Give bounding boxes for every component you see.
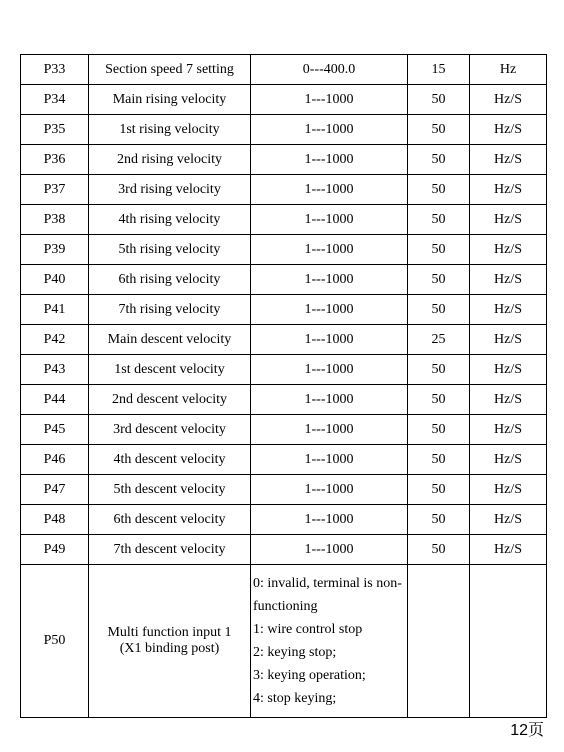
param-unit: Hz/S (470, 355, 547, 385)
table-row (21, 325, 547, 355)
param-range: 1---1000 (251, 145, 408, 175)
table-row (21, 235, 547, 265)
param-name: 1st descent velocity (89, 355, 251, 385)
param-name: Section speed 7 setting (89, 55, 251, 85)
param-range: 1---1000 (251, 505, 408, 535)
param-default: 50 (408, 295, 470, 325)
param-range: 1---1000 (251, 205, 408, 235)
option-line-0: 0: invalid, terminal is non-functioning (253, 576, 402, 614)
param-unit: Hz/S (470, 145, 547, 175)
param-default (408, 565, 470, 718)
param-unit: Hz/S (470, 85, 547, 115)
param-name: Main rising velocity (89, 85, 251, 115)
param-name: 7th rising velocity (89, 295, 251, 325)
param-code: P47 (21, 475, 89, 505)
option-line-1: 1: wire control stop (253, 622, 363, 637)
param-code: P45 (21, 415, 89, 445)
table-row (21, 415, 547, 445)
option-line-4: 4: stop keying; (253, 691, 337, 706)
param-unit: Hz/S (470, 295, 547, 325)
param-default: 50 (408, 115, 470, 145)
param-unit: Hz/S (470, 115, 547, 145)
table-row (21, 505, 547, 535)
param-range: 1---1000 (251, 355, 408, 385)
param-code: P37 (21, 175, 89, 205)
param-default: 50 (408, 475, 470, 505)
param-range: 0---400.0 (251, 55, 408, 85)
param-code: P44 (21, 385, 89, 415)
table-row (21, 475, 547, 505)
param-default: 50 (408, 145, 470, 175)
param-default: 25 (408, 325, 470, 355)
param-unit: Hz/S (470, 205, 547, 235)
param-unit: Hz/S (470, 235, 547, 265)
parameter-table-body (21, 55, 547, 718)
param-name: 4th rising velocity (89, 205, 251, 235)
param-name: 5th rising velocity (89, 235, 251, 265)
page-number: 12页 (510, 722, 544, 739)
param-name: 7th descent velocity (89, 535, 251, 565)
param-code: P40 (21, 265, 89, 295)
param-code: P48 (21, 505, 89, 535)
param-code: P46 (21, 445, 89, 475)
table-row (21, 295, 547, 325)
param-unit: Hz/S (470, 325, 547, 355)
param-default: 50 (408, 175, 470, 205)
param-default: 50 (408, 355, 470, 385)
param-default: 50 (408, 85, 470, 115)
parameter-table (20, 54, 547, 718)
option-line-2: 2: keying stop; (253, 645, 337, 660)
table-row (21, 85, 547, 115)
param-unit: Hz/S (470, 475, 547, 505)
param-default: 50 (408, 415, 470, 445)
param-range: 1---1000 (251, 385, 408, 415)
param-unit (470, 565, 547, 718)
param-name: 1st rising velocity (89, 115, 251, 145)
param-range: 1---1000 (251, 115, 408, 145)
table-row (21, 145, 547, 175)
param-default: 50 (408, 385, 470, 415)
param-code: P41 (21, 295, 89, 325)
param-default: 50 (408, 205, 470, 235)
param-code: P39 (21, 235, 89, 265)
table-row (21, 115, 547, 145)
param-name: 3rd descent velocity (89, 415, 251, 445)
table-row (21, 175, 547, 205)
param-range: 1---1000 (251, 535, 408, 565)
param-default: 50 (408, 235, 470, 265)
param-code: P36 (21, 145, 89, 175)
table-row (21, 355, 547, 385)
param-default: 50 (408, 505, 470, 535)
param-range: 1---1000 (251, 175, 408, 205)
param-name: 6th rising velocity (89, 265, 251, 295)
param-unit: Hz/S (470, 175, 547, 205)
table-row (21, 55, 547, 85)
param-code: P43 (21, 355, 89, 385)
param-code: P50 (21, 565, 89, 718)
param-unit: Hz/S (470, 265, 547, 295)
param-code: P38 (21, 205, 89, 235)
param-unit: Hz/S (470, 445, 547, 475)
table-row (21, 265, 547, 295)
param-name: 2nd descent velocity (89, 385, 251, 415)
param-name: 3rd rising velocity (89, 175, 251, 205)
param-code: P42 (21, 325, 89, 355)
param-unit: Hz/S (470, 535, 547, 565)
param-name-line-2: (X1 binding post) (119, 641, 220, 656)
param-name: 6th descent velocity (89, 505, 251, 535)
param-unit: Hz/S (470, 385, 547, 415)
param-code: P35 (21, 115, 89, 145)
param-name (89, 565, 251, 718)
param-range: 1---1000 (251, 325, 408, 355)
table-row-p50 (21, 565, 547, 718)
param-range: 1---1000 (251, 295, 408, 325)
param-code: P33 (21, 55, 89, 85)
option-line-3: 3: keying operation; (253, 668, 366, 683)
param-name: 2nd rising velocity (89, 145, 251, 175)
table-row (21, 385, 547, 415)
param-code: P49 (21, 535, 89, 565)
param-default: 50 (408, 445, 470, 475)
param-range: 1---1000 (251, 475, 408, 505)
param-range: 1---1000 (251, 235, 408, 265)
table-row (21, 205, 547, 235)
param-unit: Hz (470, 55, 547, 85)
param-unit: Hz/S (470, 415, 547, 445)
param-default: 50 (408, 265, 470, 295)
param-code: P34 (21, 85, 89, 115)
param-options (251, 565, 408, 718)
param-default: 15 (408, 55, 470, 85)
param-unit: Hz/S (470, 505, 547, 535)
param-range: 1---1000 (251, 85, 408, 115)
param-name-line-1: Multi function input 1 (107, 625, 232, 640)
table-row (21, 535, 547, 565)
param-range: 1---1000 (251, 445, 408, 475)
param-name: 4th descent velocity (89, 445, 251, 475)
param-name: Main descent velocity (89, 325, 251, 355)
param-default: 50 (408, 535, 470, 565)
param-range: 1---1000 (251, 265, 408, 295)
param-name: 5th descent velocity (89, 475, 251, 505)
param-range: 1---1000 (251, 415, 408, 445)
table-row (21, 445, 547, 475)
